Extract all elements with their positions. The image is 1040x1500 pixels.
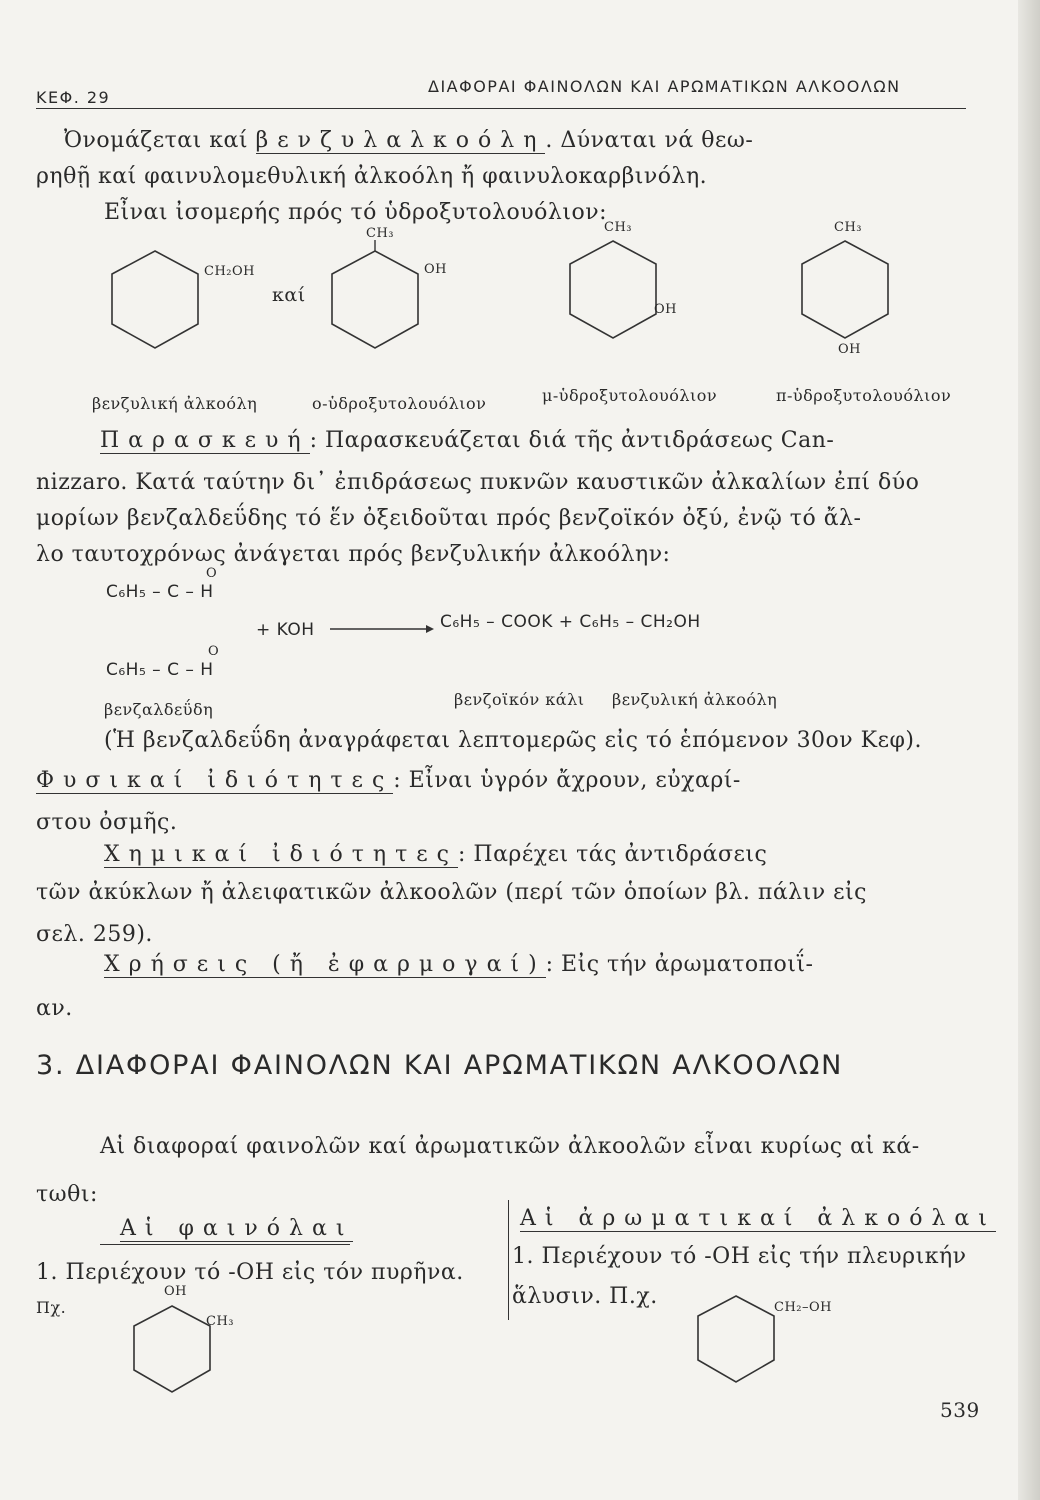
kai-word: καί	[272, 284, 306, 306]
term-preparation: Παρασκευή	[100, 428, 310, 453]
chapter-label: ΚΕΦ. 29	[36, 88, 111, 107]
ch3-label-meta: CH₃	[604, 220, 632, 235]
label-potassium-benzoate: βενζοϊκόν κάλι	[454, 690, 585, 709]
left-column-heading	[120, 1216, 353, 1241]
reactant-1: C₆H₅ – C – H	[106, 582, 214, 602]
p-hydroxytoluene-structure	[800, 236, 900, 346]
page-edge	[1018, 0, 1040, 1500]
oh-label-para: OH	[838, 342, 861, 357]
column-divider	[508, 1200, 509, 1320]
left-example-label: Πχ.	[36, 1298, 67, 1317]
reactant-2-oxygen: O	[208, 644, 220, 659]
left-item-1: 1. Περιέχουν τό -ΟΗ εἰς τόν πυρῆνα.	[36, 1260, 464, 1285]
intro-line-1	[64, 128, 753, 153]
prep-line-2: nizzaro. Κατά ταύτην δι᾽ ἐπιδράσεως πυκνῶν καυστικῶν ἀλκαλίων ἐπί δύο	[36, 470, 920, 495]
ch3-label-para: CH₃	[834, 220, 862, 235]
section-3-line-1: Αἱ διαφοραί φαινολῶν καί ἀρωματικῶν ἀλκοολῶν εἶναι κυρίως αἱ κά-	[100, 1134, 920, 1159]
benzaldehyde-note: (Ἡ βενζαλδεΰδη ἀναγράφεται λεπτομερῶς εἰς τό ἑπόμενον 30ον Κεφ).	[104, 728, 922, 753]
physical-line-2: στου ὀσμῆς.	[36, 810, 178, 835]
right-column-heading-text: Αἱ ἀρωματικαί ἀλκοόλαι	[520, 1206, 996, 1231]
prep-line-3: μορίων βενζαλδεΰδης τό ἕν ὀξειδοῦται πρός βενζοϊκόν ὀξύ, ἐνῷ τό ἄλ-	[36, 506, 862, 531]
m-hydroxytoluene-structure	[568, 236, 668, 346]
ch3-label-ortho: CH₃	[366, 226, 394, 241]
left-column-heading-text: Αἱ φαινόλαι	[120, 1216, 354, 1241]
reaction-arrow	[330, 622, 434, 636]
benzyl-alcohol-structure	[110, 246, 210, 356]
left-ch3-label: CH₃	[206, 1314, 234, 1329]
intro-text-a: Ὀνομάζεται καί	[64, 128, 249, 153]
oh-label-ortho: OH	[424, 262, 447, 277]
intro-line-2: ρηθῇ καί φαινυλομεθυλική ἀλκοόλη ἤ φαινυλοκαρβινόλη.	[36, 164, 708, 189]
uses-line-1	[104, 952, 813, 977]
prep-text: : Παρασκευάζεται διά τῆς ἀντιδράσεως Can-	[309, 428, 835, 453]
reactant-1-oxygen: O	[206, 566, 218, 581]
chemical-line-3: σελ. 259).	[36, 922, 153, 947]
prep-line-4: λο ταυτοχρόνως ἀνάγεται πρός βενζυλικήν ἀλκοόλην:	[36, 542, 671, 567]
prep-line-1	[100, 428, 834, 453]
right-column-heading	[520, 1206, 996, 1231]
section-3-line-2: τωθι:	[36, 1182, 98, 1207]
chemical-line-1	[104, 842, 767, 867]
reactant-2: C₆H₅ – C – H	[106, 660, 214, 680]
section-3-title: 3. ΔΙΑΦΟΡΑΙ ΦΑΙΝΟΛΩΝ ΚΑΙ ΑΡΩΜΑΤΙΚΩΝ ΑΛΚΟΟΛΩΝ	[36, 1050, 844, 1081]
left-heading-rule	[100, 1244, 350, 1245]
intro-line-3: Εἶναι ἰσομερής πρός τό ὑδροξυτολουόλιον:	[104, 200, 608, 225]
reagent-koh: + KOH	[256, 620, 315, 640]
chemical-text: : Παρέχει τάς ἀντιδράσεις	[457, 842, 768, 867]
ch2oh-label: CH₂OH	[204, 264, 255, 279]
label-benzyl-alcohol: βενζυλική ἀλκοόλη	[612, 690, 778, 709]
header-rule	[36, 108, 966, 109]
right-ch2oh-label: CH₂–OH	[774, 1300, 832, 1315]
oh-label-meta: OH	[654, 302, 677, 317]
term-physical-properties: Φυσικαί ἰδιότητες	[36, 768, 394, 793]
right-item-1: 1. Περιέχουν τό -ΟΗ εἰς τήν πλευρικήν	[512, 1244, 967, 1269]
products: C₆H₅ – COOK + C₆H₅ – CH₂OH	[440, 612, 701, 632]
uses-text: : Εἰς τήν ἀρωματοποιΐ-	[545, 952, 814, 977]
intro-text-b: . Δύναται νά θεω-	[545, 128, 754, 153]
right-item-1-cont: ἅλυσιν. Π.χ.	[512, 1284, 658, 1309]
physical-text: : Εἶναι ὑγρόν ἄχρουν, εὐχαρί-	[393, 768, 741, 793]
running-header: ΔΙΑΦΟΡΑΙ ΦΑΙΝΟΛΩΝ ΚΑΙ ΑΡΩΜΑΤΙΚΩΝ ΑΛΚΟΟΛΩΝ	[428, 77, 901, 96]
o-hydroxytoluene-structure	[330, 246, 430, 356]
name-para: π-ὑδροξυτολουόλιον	[776, 386, 952, 405]
physical-line-1	[36, 768, 741, 793]
term-chemical-properties: Χημικαί ἰδιότητες	[104, 842, 458, 867]
name-ortho: ο-ὑδροξυτολουόλιον	[312, 394, 487, 413]
label-benzaldehyde: βενζαλδεΰδη	[104, 700, 214, 719]
page-number: 539	[940, 1398, 980, 1422]
name-benzyl-alcohol: βενζυλική ἀλκοόλη	[92, 394, 258, 413]
term-uses: Χρήσεις (ἤ ἐφαρμογαί)	[104, 952, 546, 977]
left-oh-label: OH	[164, 1284, 187, 1299]
name-meta: μ-ὑδροξυτολουόλιον	[542, 386, 718, 405]
term-benzyl-alcohol: βενζυλαλκοόλη	[255, 128, 546, 153]
uses-line-2: αν.	[36, 996, 73, 1021]
chemical-line-2: τῶν ἀκύκλων ἤ ἀλειφατικῶν ἀλκοολῶν (περί τῶν ὁποίων βλ. πάλιν εἰς	[36, 880, 867, 905]
